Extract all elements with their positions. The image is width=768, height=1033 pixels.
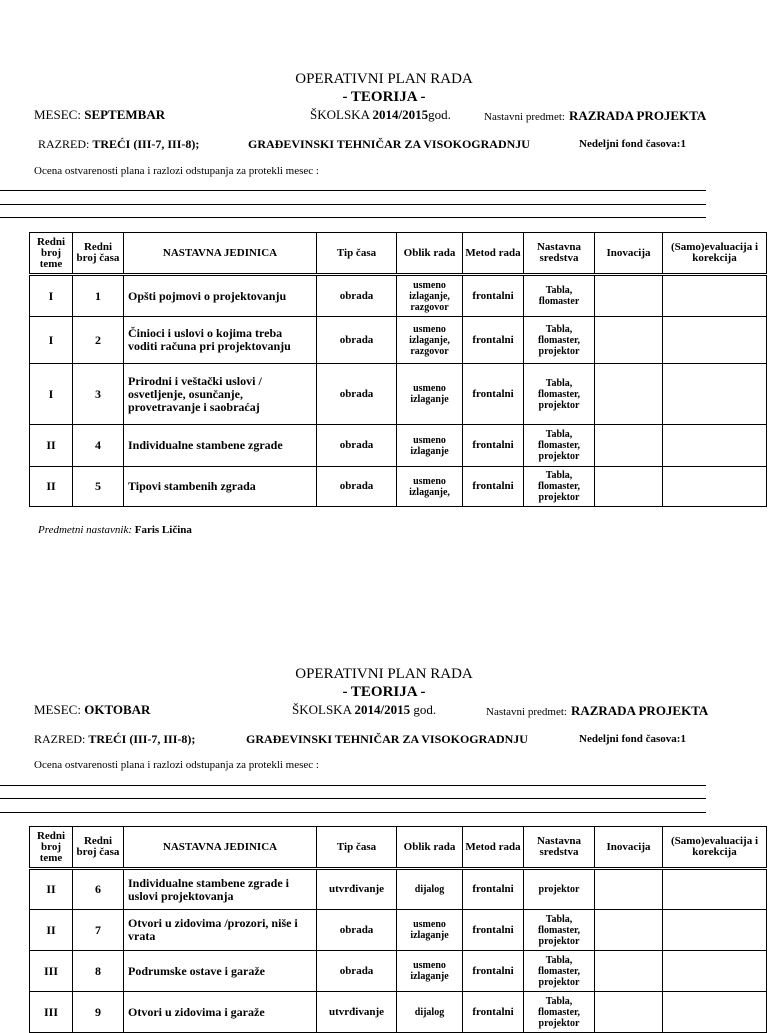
header-type: Tip časa: [317, 233, 397, 275]
type-cell: obrada: [317, 467, 397, 507]
method-cell: frontalni: [463, 364, 524, 425]
header-method: Metod rada: [463, 233, 524, 275]
header-form: Oblik rada: [397, 827, 463, 869]
plan-subtitle: - TEORIJA -: [342, 684, 426, 700]
school-year-value: 2014/2015: [354, 702, 411, 717]
type-cell: obrada: [317, 910, 397, 951]
header-form: Oblik rada: [397, 233, 463, 275]
evaluation-note: Ocena ostvarenosti plana i razlozi odstupanja za protekli mesec :: [34, 759, 319, 771]
subject-value: RAZRADA PROJEKTA: [568, 108, 707, 123]
school-year-label: ŠKOLSKA: [292, 702, 352, 717]
class-line: [34, 732, 195, 747]
unit-cell: Otvori u zidovima /prozori, niše i vrata: [124, 910, 317, 951]
writing-line: [0, 812, 706, 813]
form-cell: usmeno izlaganje: [397, 910, 463, 951]
month-value: OKTOBAR: [84, 702, 151, 717]
month-line: [34, 702, 150, 718]
school-year-value: 2014/2015: [372, 107, 429, 122]
unit-cell: Otvori u zidovima i garaže: [124, 992, 317, 1033]
innovation-cell: [595, 910, 663, 951]
type-cell: obrada: [317, 364, 397, 425]
theme-no-cell: II: [30, 425, 73, 467]
school-year-suffix: god.: [428, 107, 451, 122]
theme-no-cell: I: [30, 364, 73, 425]
table-row: [30, 951, 767, 992]
materials-cell: Tabla, flomaster, projektor: [524, 425, 595, 467]
header-innovation: Inovacija: [595, 233, 663, 275]
theme-no-cell: II: [30, 467, 73, 507]
innovation-cell: [595, 869, 663, 910]
program-name: GRAĐEVINSKI TEHNIČAR ZA VISOKOGRADNJU: [248, 137, 530, 151]
school-year-label: ŠKOLSKA: [310, 107, 370, 122]
table-row: [30, 869, 767, 910]
method-cell: frontalni: [463, 910, 524, 951]
subject-label: Nastavni predmet:: [486, 706, 567, 718]
type-cell: utvrđivanje: [317, 992, 397, 1033]
subject-value: RAZRADA PROJEKTA: [570, 703, 709, 718]
header-unit: NASTAVNA JEDINICA: [124, 827, 317, 869]
month-label: MESEC:: [34, 107, 81, 122]
teacher-name: Faris Ličina: [134, 524, 192, 536]
evaluation-cell: [663, 951, 767, 992]
unit-cell: Prirodni i veštački uslovi / osvetljenje, osunčanje, provetravanje i saobraćaj: [124, 364, 317, 425]
type-cell: obrada: [317, 425, 397, 467]
materials-cell: projektor: [524, 869, 595, 910]
theme-no-cell: I: [30, 275, 73, 317]
month-label: MESEC:: [34, 702, 81, 717]
table-row: [30, 992, 767, 1033]
month-value: SEPTEMBAR: [84, 107, 166, 122]
header-materials: Nastavna sredstva: [524, 827, 595, 869]
weekly-hours: Nedeljni fond časova:1: [579, 138, 686, 150]
theme-no-cell: III: [30, 992, 73, 1033]
form-cell: usmeno izlaganje,: [397, 467, 463, 507]
unit-cell: Činioci i uslovi o kojima treba voditi računa pri projektovanju: [124, 317, 317, 364]
table-row: [30, 910, 767, 951]
materials-cell: Tabla, flomaster: [524, 275, 595, 317]
lesson-no-cell: 8: [73, 951, 124, 992]
writing-line: [0, 785, 706, 786]
plan-table: [29, 826, 767, 1033]
lesson-no-cell: 7: [73, 910, 124, 951]
header-method: Metod rada: [463, 827, 524, 869]
header-evaluation: (Samo)evaluacija i korekcija: [663, 827, 767, 869]
header-materials: Nastavna sredstva: [524, 233, 595, 275]
unit-cell: Opšti pojmovi o projektovanju: [124, 275, 317, 317]
method-cell: frontalni: [463, 951, 524, 992]
innovation-cell: [595, 992, 663, 1033]
lesson-no-cell: 3: [73, 364, 124, 425]
header-type: Tip časa: [317, 827, 397, 869]
theme-no-cell: III: [30, 951, 73, 992]
unit-cell: Tipovi stambenih zgrada: [124, 467, 317, 507]
header-unit: NASTAVNA JEDINICA: [124, 233, 317, 275]
type-cell: obrada: [317, 951, 397, 992]
header-theme-no: Redni broj teme: [30, 233, 73, 275]
form-cell: usmeno izlaganje, razgovor: [397, 275, 463, 317]
lesson-no-cell: 6: [73, 869, 124, 910]
header-evaluation: (Samo)evaluacija i korekcija: [663, 233, 767, 275]
type-cell: obrada: [317, 317, 397, 364]
subject-line: [486, 702, 708, 720]
subject-label: Nastavni predmet:: [484, 111, 565, 123]
unit-cell: Podrumske ostave i garaže: [124, 951, 317, 992]
form-cell: usmeno izlaganje: [397, 951, 463, 992]
table-header-row: [30, 827, 767, 869]
innovation-cell: [595, 951, 663, 992]
header-lesson-no: Redni broj časa: [73, 827, 124, 869]
class-label: RAZRED:: [34, 732, 86, 746]
evaluation-note: Ocena ostvarenosti plana i razlozi odstupanja za protekli mesec :: [34, 165, 319, 177]
header-theme-no: Redni broj teme: [30, 827, 73, 869]
teacher-label: Predmetni nastavnik:: [38, 524, 132, 536]
evaluation-cell: [663, 910, 767, 951]
class-value: TREĆI (III-7, III-8);: [92, 137, 200, 151]
method-cell: frontalni: [463, 869, 524, 910]
header-innovation: Inovacija: [595, 827, 663, 869]
school-year-suffix: god.: [413, 702, 437, 717]
school-year: [292, 702, 436, 718]
form-cell: usmeno izlaganje: [397, 425, 463, 467]
plan-subtitle: - TEORIJA -: [342, 89, 426, 105]
program-name: GRAĐEVINSKI TEHNIČAR ZA VISOKOGRADNJU: [246, 732, 528, 746]
method-cell: frontalni: [463, 275, 524, 317]
evaluation-cell: [663, 992, 767, 1033]
materials-cell: Tabla, flomaster, projektor: [524, 364, 595, 425]
theme-no-cell: II: [30, 910, 73, 951]
materials-cell: Tabla, flomaster, projektor: [524, 317, 595, 364]
type-cell: utvrđivanje: [317, 869, 397, 910]
theme-no-cell: II: [30, 869, 73, 910]
unit-cell: Individualne stambene zgrade i uslovi projektovanja: [124, 869, 317, 910]
lesson-no-cell: 5: [73, 467, 124, 507]
method-cell: frontalni: [463, 425, 524, 467]
form-cell: usmeno izlaganje, razgovor: [397, 317, 463, 364]
type-cell: obrada: [317, 275, 397, 317]
materials-cell: Tabla, flomaster, projektor: [524, 910, 595, 951]
method-cell: frontalni: [463, 317, 524, 364]
header-lesson-no: Redni broj časa: [73, 233, 124, 275]
class-value: TREĆI (III-7, III-8);: [88, 732, 196, 746]
evaluation-cell: [663, 869, 767, 910]
form-cell: dijalog: [397, 869, 463, 910]
method-cell: frontalni: [463, 992, 524, 1033]
materials-cell: Tabla, flomaster, projektor: [524, 467, 595, 507]
lesson-no-cell: 4: [73, 425, 124, 467]
class-label: RAZRED:: [38, 137, 90, 151]
plan-title: OPERATIVNI PLAN RADA: [295, 666, 473, 682]
lesson-no-cell: 1: [73, 275, 124, 317]
writing-line: [0, 798, 706, 799]
theme-no-cell: I: [30, 317, 73, 364]
lesson-no-cell: 9: [73, 992, 124, 1033]
materials-cell: Tabla, flomaster, projektor: [524, 992, 595, 1033]
plan-title: OPERATIVNI PLAN RADA: [295, 71, 473, 87]
method-cell: frontalni: [463, 467, 524, 507]
weekly-hours: Nedeljni fond časova:1: [579, 733, 686, 745]
materials-cell: Tabla, flomaster, projektor: [524, 951, 595, 992]
lesson-no-cell: 2: [73, 317, 124, 364]
unit-cell: Individualne stambene zgrade: [124, 425, 317, 467]
form-cell: usmeno izlaganje: [397, 364, 463, 425]
form-cell: dijalog: [397, 992, 463, 1033]
